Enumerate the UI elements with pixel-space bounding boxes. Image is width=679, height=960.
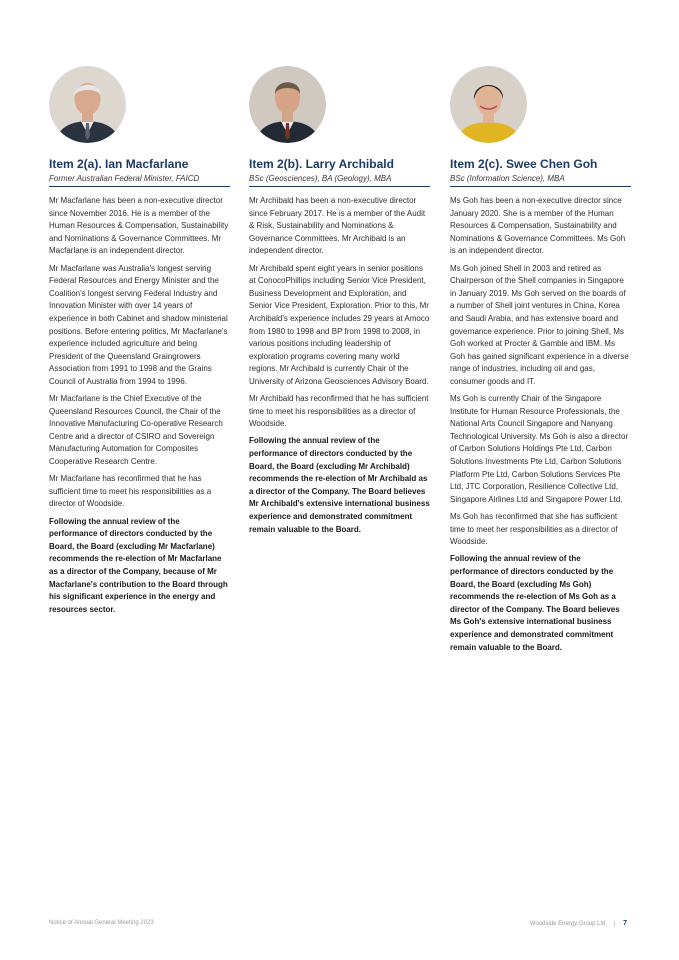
- bio-paragraph: Mr Macfarlane was Australia's longest serving Federal Resources and Energy Minister and the Coalition's longest serving Federal Industry and Innovation Minister with over 14 years of experience in both Cabinet and shadow ministerial positions. Before entering politics, Mr Macfarlane's experience included agriculture and being President of the Queensland Graingrowers Association from 1991 to 1998 and the Grains Council of Australia from 1994 to 1996.: [49, 263, 228, 386]
- bio-paragraph: Mr Archibald has been a non-executive director since February 2017. He is a member of the Audit & Risk, Sustainability and Nominations & Governance Committees. Mr Archibald is an independent director.: [249, 196, 426, 256]
- director-biography: [450, 195, 631, 654]
- board-recommendation: Following the annual review of the performance of directors conducted by the Board, the Board (excluding Ms Goh) recommends the re-election of Ms Goh as a director of the Company. The Board believes Ms Goh's extensive international business experience and demonstrated commitment remain valuable to the Board.: [450, 554, 620, 652]
- director-credentials: BSc (Information Science), MBA: [450, 173, 631, 187]
- footer-company: Woodside Energy Group Ltd: [529, 920, 606, 927]
- director-biography: [249, 195, 430, 536]
- director-credentials: Former Australian Federal Minister, FAICD: [49, 173, 230, 187]
- director-column-macfarlane: [49, 66, 230, 616]
- bio-paragraph: Mr Macfarlane has been a non-executive director since November 2016. He is a member of the Human Resources & Compensation, Sustainability and Nominations & Governance Committees. Mr Macfarlane is an independent director.: [49, 196, 229, 256]
- director-photo: [49, 66, 126, 143]
- bio-paragraph: Mr Archibald has reconfirmed that he has sufficient time to meet his responsibilities as a director of Woodside.: [249, 394, 429, 429]
- director-column-goh: [450, 66, 631, 654]
- footer-document-title: Notice of Annual General Meeting 2023: [49, 920, 154, 926]
- bio-paragraph: Mr Macfarlane is the Chief Executive of the Queensland Resources Council, the Chair of the Innovative Manufacturing Co-operative Research Centre and a director of CSIRO and Sovereign Manufacturing Automation for Composites Cooperative Research Centre.: [49, 394, 223, 467]
- page-number: 7: [623, 920, 627, 927]
- bio-paragraph: Ms Goh joined Shell in 2003 and retired as Chairperson of the Shell companies in Singapore in January 2019. Ms Goh served on the boards of a number of Shell joint ventures in China, Korea and Saudi Arabia, and has extensive board and governance experience. Prior to joining Shell, Ms Goh worked at Procter & Gamble and IBM. Ms Goh has gained significant experience in a diverse range of industries, including oil and gas, consumer goods and IT.: [450, 263, 629, 386]
- footer-right: [530, 920, 627, 927]
- director-biography: [49, 195, 230, 616]
- board-recommendation: Following the annual review of the performance of directors conducted by the Board, the Board (excluding Mr Macfarlane) recommends the re-election of Mr Macfarlane as a director of the Company, because of Mr Macfarlane's contribution to the Board through his significant experience in the energy and resources sector.: [49, 516, 228, 614]
- director-photo: [249, 66, 326, 143]
- director-title: Item 2(b). Larry Archibald: [249, 157, 394, 171]
- director-title: Item 2(c). Swee Chen Goh: [450, 157, 598, 171]
- bio-paragraph: Ms Goh has reconfirmed that she has sufficient time to meet her responsibilities as a director of Woodside.: [450, 512, 618, 547]
- director-title: Item 2(a). Ian Macfarlane: [49, 157, 189, 171]
- director-photo: [450, 66, 527, 143]
- bio-paragraph: Mr Macfarlane has reconfirmed that he has sufficient time to meet his responsibilities as a director of Woodside.: [49, 474, 212, 509]
- footer-separator: |: [613, 920, 616, 927]
- bio-paragraph: Ms Goh has been a non-executive director since January 2020. She is a member of the Human Resources & Compensation, Sustainability and Nominations & Governance Committees. Ms Goh is an independent director.: [450, 196, 626, 256]
- director-credentials: BSc (Geosciences), BA (Geology), MBA: [249, 173, 430, 187]
- bio-paragraph: Ms Goh is currently Chair of the Singapore Institute for Human Resource Professionals, the National Arts Council Singapore and Nanyang Technological University. Ms Goh is also a director of Carbon Solutions Holdings Pte Ltd, Carbon Solutions Investments Pte Ltd, Carbon Solutions Platform Pte Ltd, Carbon Solutions Services Pte Ltd, JTC Corporation, Resilience Collective Ltd, Singapore Airlines Ltd and Singapore Power Ltd.: [450, 394, 629, 504]
- bio-paragraph: Mr Archibald spent eight years in senior positions at ConocoPhillips including Senior Vice President, Business Development and Exploration, and Senior Vice President, Exploration. Prior to this, Mr Archibald's experience includes 29 years at Amoco from 1980 to 1998 and BP from 1998 to 2008, in various positions including leadership of exploration programs covering many world regions. Mr Archibald is currently Chair of the University of Arizona Geosciences Advisory Board.: [249, 263, 430, 386]
- director-column-archibald: [249, 66, 430, 536]
- board-recommendation: Following the annual review of the performance of directors conducted by the Board, the Board (excluding Mr Archibald) recommends the re-election of Mr Archibald as a director of the Company. The Board believes Mr Archibald's extensive international business experience and demonstrated commitment remain valuable to the Board.: [249, 436, 430, 534]
